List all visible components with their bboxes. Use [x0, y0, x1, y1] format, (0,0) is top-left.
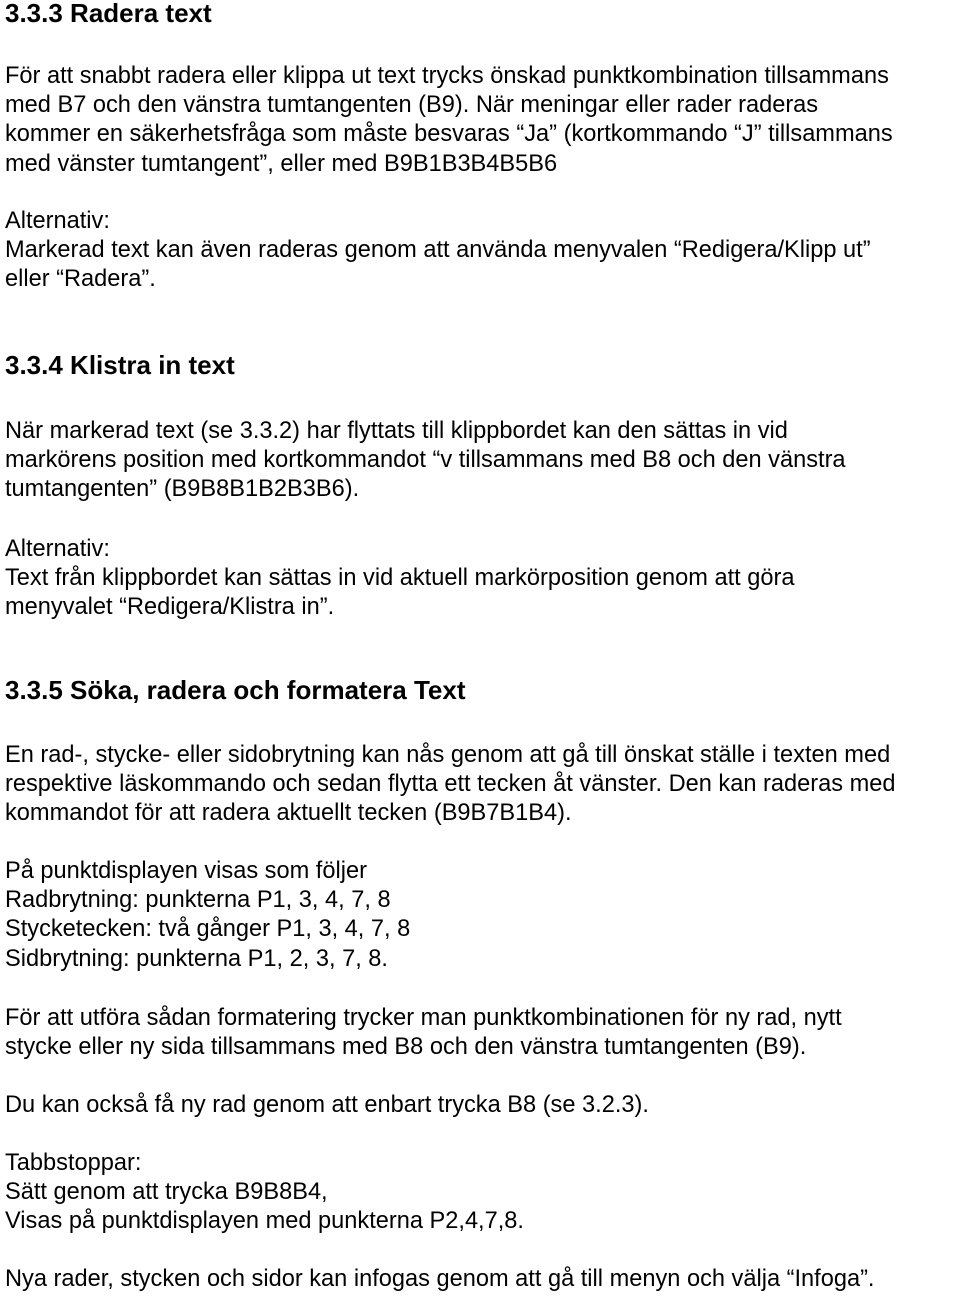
- paragraph-klistra-alternativ: Alternativ: Text från klippbordet kan sättas in vid aktuell markörposition genom att göra menyvalet “Redigera/Klistra in”.: [5, 536, 795, 621]
- paragraph-klistra-instructions: När markerad text (se 3.3.2) har flyttats till klippbordet kan den sättas in vid markörens position med kortkommandot “v tillsammans med B8 och den vänstra tumtangenten” (B9B8B1B2B3B6).: [5, 418, 846, 503]
- paragraph-radera-alternativ: Alternativ: Markerad text kan även raderas genom att använda menyvalen “Redigera/Klipp ut” eller “Radera”.: [5, 208, 871, 293]
- section-heading-radera-text: 3.3.3 Radera text: [5, 0, 212, 28]
- paragraph-tabbstoppar: Tabbstoppar: Sätt genom att trycka B9B8B4, Visas på punktdisplayen med punkterna P2,4,7,8.: [5, 1150, 524, 1235]
- paragraph-punktdisplay-list: På punktdisplayen visas som följer Radbrytning: punkterna P1, 3, 4, 7, 8 Stycketecken: två gånger P1, 3, 4, 7, 8 Sidbrytning: punkterna P1, 2, 3, 7, 8.: [5, 858, 411, 972]
- section-heading-klistra-in-text: 3.3.4 Klistra in text: [5, 350, 235, 380]
- paragraph-infoga: Nya rader, stycken och sidor kan infogas genom att gå till menyn och välja “Infoga”.: [5, 1266, 875, 1292]
- paragraph-radbrytning-intro: En rad-, stycke- eller sidobrytning kan nås genom att gå till önskat ställe i texten med respektive läskommando och sedan flytta ett tecken åt vänster. Den kan raderas med kommandot för att radera aktuellt tecken (B9B7B1B4).: [5, 742, 896, 827]
- paragraph-radera-instructions: För att snabbt radera eller klippa ut text trycks önskad punktkombination tillsammans med B7 och den vänstra tumtangenten (B9). När meningar eller rader raderas kommer en säkerhetsfråga som måste besvaras “Ja” (kortkommando “J” tillsammans med vänster tumtangent”, eller med B9B1B3B4B5B6: [5, 63, 893, 177]
- section-heading-soka-radera-formatera: 3.3.5 Söka, radera och formatera Text: [5, 675, 466, 705]
- paragraph-formatering: För att utföra sådan formatering trycker man punktkombinationen för ny rad, nytt stycke eller ny sida tillsammans med B8 och den vänstra tumtangenten (B9).: [5, 1005, 842, 1061]
- paragraph-ny-rad: Du kan också få ny rad genom att enbart trycka B8 (se 3.2.3).: [5, 1092, 649, 1118]
